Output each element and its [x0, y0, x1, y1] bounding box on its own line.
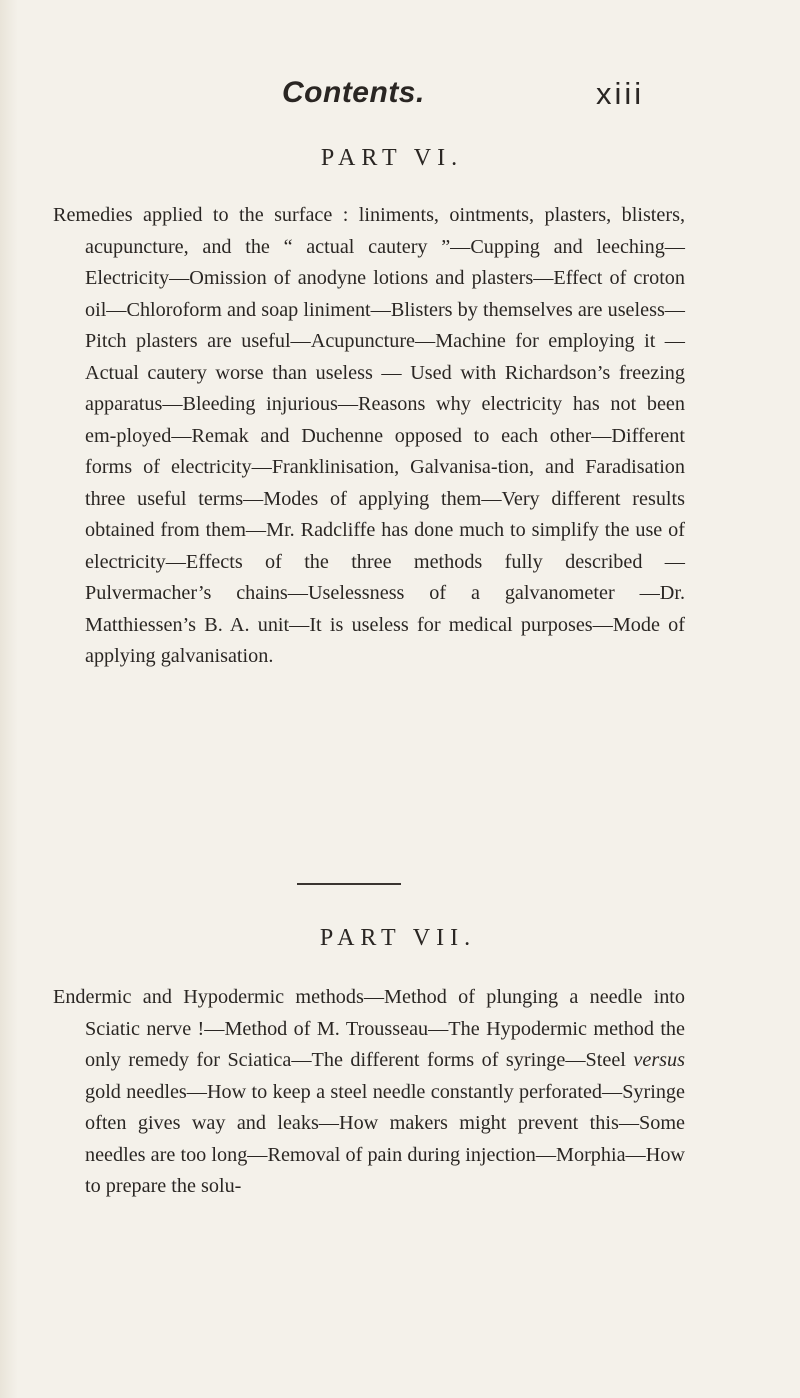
part-vii-heading: PART VII. [319, 925, 477, 951]
section-divider [297, 883, 401, 885]
running-head [0, 76, 800, 126]
part-vi-summary: Remedies applied to the surface : liniments, ointments, plasters, blisters, acupuncture, and the “ actual cautery ”—Cupping and leeching—Electricity—Omission of anodyne lotions and plasters—Effect of croton oil—Chloroform and soap liniment—Blisters by themselves are useless—Pitch plasters are useful—Acupuncture—Machine for employing it — Actual cautery worse than useless — Used with Richardson’s freezing apparatus—Bleeding injurious—Reasons why electricity has not been em-ployed—Remak and Duchenne opposed to each other—Different forms of electricity—Franklinisation, Galvanisa-tion, and Faradisation three useful terms—Modes of applying them—Very different results obtained from them—Mr. Radcliffe has done much to simplify the use of electricity—Effects of the three methods fully described —Pulvermacher’s chains—Uselessness of a galvanometer —Dr. Matthiessen’s B. A. unit—It is useless for medical purposes—Mode of applying galvanisation. [53, 204, 685, 667]
part-vii-italic-term: versus [633, 1049, 685, 1071]
part-vii-text-end: gold needles—How to keep a steel needle constantly perforated—Syringe often gives way and leaks—How makers might prevent this—Some needles are too long—Removal of pain during injection—Morphia—How to prepare the solu- [85, 1080, 685, 1197]
scan-shadow [0, 0, 18, 1398]
page-number: xiii [596, 76, 645, 111]
part-vii-summary [53, 982, 685, 1203]
running-title: Contents. [282, 76, 425, 109]
part-vii-text-start: Endermic and Hypodermic methods—Method of plunging a needle into Sciatic nerve !—Method of M. Trousseau—The Hypodermic method the only remedy for Sciatica—The different forms of syringe—Steel [53, 986, 685, 1071]
part-vi-heading: PART VI. [320, 145, 464, 171]
